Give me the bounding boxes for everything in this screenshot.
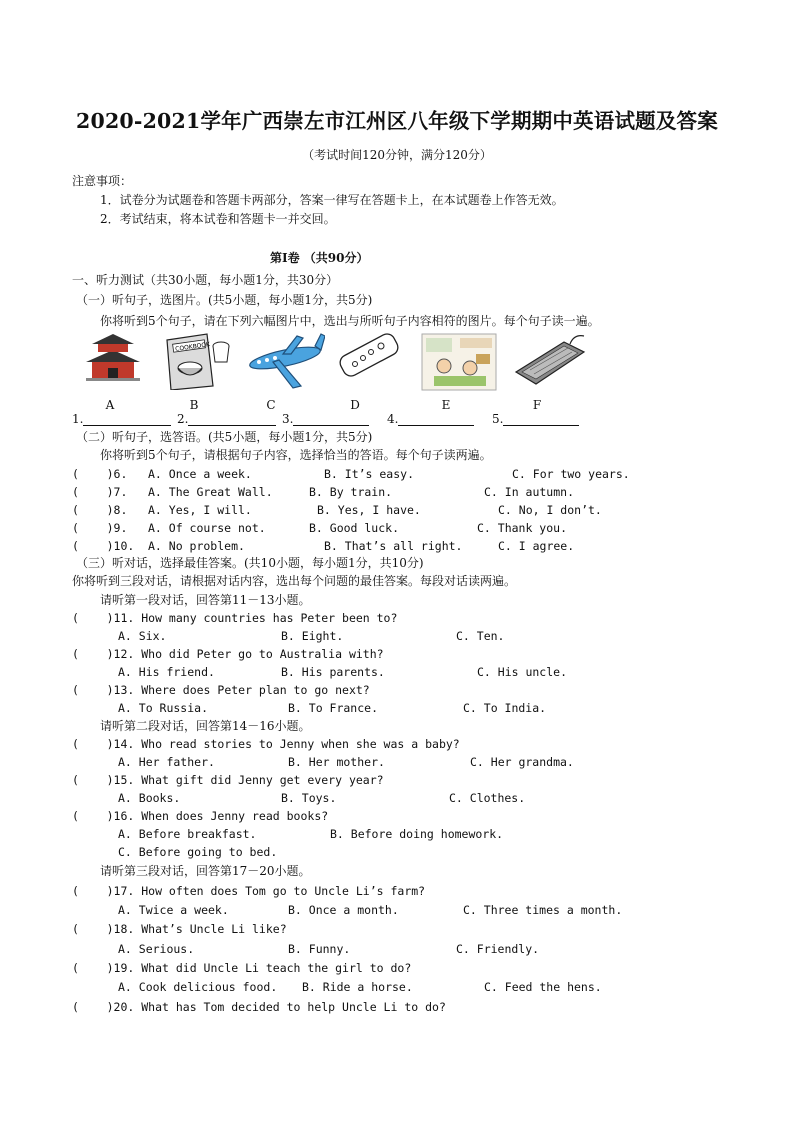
option-b: B. That’s all right. xyxy=(324,539,463,553)
option-a: A. Books. xyxy=(118,791,181,805)
option-a: A. No problem. xyxy=(148,539,245,553)
blank-number: 5. xyxy=(492,412,504,426)
part1-heading: 第Ⅰ卷 （共90分） xyxy=(270,251,369,265)
question-stem[interactable]: ( )18. What’s Uncle Li like? xyxy=(72,922,287,936)
option-a: A. Of course not. xyxy=(148,521,266,535)
option-c: C. No, I don’t. xyxy=(498,503,602,517)
note-item-1: 1．试卷分为试题卷和答题卡两部分，答案一律写在答题卡上，在本试题卷上作答无效。 xyxy=(100,193,564,207)
question-stem[interactable]: ( )20. What has Tom decided to help Uncle Li to do? xyxy=(72,1000,446,1014)
option-c: C. For two years. xyxy=(512,467,630,481)
question-stem[interactable]: ( )17. How often does Tom go to Uncle Li’s farm? xyxy=(72,884,426,898)
question-stem[interactable]: ( )12. Who did Peter go to Australia with? xyxy=(72,647,384,661)
option-c: C. I agree. xyxy=(498,539,575,553)
question-stem[interactable]: ( )15. What gift did Jenny get every year? xyxy=(72,773,384,787)
question-number[interactable]: ( )10. xyxy=(72,539,135,553)
question-number[interactable]: ( )9. xyxy=(72,521,128,535)
option-b: B. Once a month. xyxy=(288,903,399,917)
answer-blank-4[interactable] xyxy=(387,412,474,426)
section1-heading: 一、听力测试（共30小题，每小题1分，共30分） xyxy=(72,273,339,287)
option-a: A. Twice a week. xyxy=(118,903,229,917)
option-a: A. To Russia. xyxy=(118,701,209,715)
answer-blank-1[interactable] xyxy=(72,412,171,426)
option-a: A. His friend. xyxy=(118,665,215,679)
option-b: B. His parents. xyxy=(281,665,385,679)
option-a: A. Yes, I will. xyxy=(148,503,252,517)
blank-number: 3. xyxy=(282,412,294,426)
question-stem[interactable]: ( )14. Who read stories to Jenny when she was a baby? xyxy=(72,737,460,751)
picture-label-f: F xyxy=(532,398,542,412)
remote-control-icon xyxy=(333,332,403,392)
option-c: C. Thank you. xyxy=(477,521,568,535)
picture-label-b: B xyxy=(189,398,199,412)
notes-heading: 注意事项： xyxy=(72,174,133,188)
option-a: A. Six. xyxy=(118,629,167,643)
page-title: 2020-2021学年广西崇左市江州区八年级下学期期中英语试题及答案 xyxy=(76,109,718,133)
option-b: B. Funny. xyxy=(288,942,351,956)
note-item-2: 2．考试结束，将本试卷和答题卡一并交回。 xyxy=(100,212,336,226)
option-a: A. Before breakfast. xyxy=(118,827,257,841)
option-c: C. His uncle. xyxy=(477,665,568,679)
option-c: C. Ten. xyxy=(456,629,505,643)
question-number[interactable]: ( )8. xyxy=(72,503,128,517)
blank-number: 2. xyxy=(177,412,189,426)
option-c: C. Clothes. xyxy=(449,791,526,805)
option-b: B. Good luck. xyxy=(309,521,400,535)
blank-number: 1. xyxy=(72,412,84,426)
option-a: A. Cook delicious food. xyxy=(118,980,278,994)
option-b: B. Eight. xyxy=(281,629,344,643)
classroom-icon xyxy=(420,332,498,392)
option-b: B. To France. xyxy=(288,701,379,715)
option-a: A. Serious. xyxy=(118,942,195,956)
sub1-heading: （一）听句子，选图片。(共5小题，每小题1分，共5分) xyxy=(76,293,373,307)
answer-blank-2[interactable] xyxy=(177,412,276,426)
option-b: B. It’s easy. xyxy=(324,467,415,481)
option-c: C. Her grandma. xyxy=(470,755,574,769)
answer-blank-3[interactable] xyxy=(282,412,369,426)
sub2-heading: （二）听句子，选答语。(共5小题，每小题1分，共5分) xyxy=(76,430,373,444)
picture-label-d: D xyxy=(350,398,360,412)
question-stem[interactable]: ( )19. What did Uncle Li teach the girl to do? xyxy=(72,961,412,975)
picture-label-c: C xyxy=(266,398,276,412)
picture-label-e: E xyxy=(441,398,451,412)
sub3-instruction: 你将听到三段对话，请根据对话内容，选出每个问题的最佳答案。每段对话读两遍。 xyxy=(72,574,517,588)
option-c: C. To India. xyxy=(463,701,547,715)
dialog-1-intro: 请听第一段对话，回答第11－13小题。 xyxy=(100,593,311,607)
question-number[interactable]: ( )7. xyxy=(72,485,128,499)
picture-label-a: A xyxy=(105,398,115,412)
option-a: A. Her father. xyxy=(118,755,215,769)
option-c: C. Friendly. xyxy=(456,942,540,956)
option-b: B. Ride a horse. xyxy=(302,980,413,994)
keyboard-icon xyxy=(512,332,586,392)
option-b: B. By train. xyxy=(309,485,393,499)
chinese-gate-icon xyxy=(86,332,140,392)
option-a: A. Once a week. xyxy=(148,467,252,481)
dialog-2-intro: 请听第二段对话，回答第14－16小题。 xyxy=(100,719,311,733)
option-a: A. The Great Wall. xyxy=(148,485,273,499)
option-b: B. Toys. xyxy=(281,791,337,805)
dialog-3-intro: 请听第三段对话，回答第17－20小题。 xyxy=(100,864,311,878)
option-b: B. Yes, I have. xyxy=(317,503,421,517)
question-stem[interactable]: ( )16. When does Jenny read books? xyxy=(72,809,329,823)
exam-time-note: （考试时间120分钟，满分120分） xyxy=(302,148,492,162)
sub1-instruction: 你将听到5个句子，请在下列六幅图片中，选出与所听句子内容相符的图片。每个句子读一遍。 xyxy=(100,314,600,328)
svg-text:COOKBOOK: COOKBOOK xyxy=(174,341,211,353)
question-stem[interactable]: ( )11. How many countries has Peter been to? xyxy=(72,611,398,625)
option-b: B. Her mother. xyxy=(288,755,385,769)
sub2-instruction: 你将听到5个句子，请根据句子内容，选择恰当的答语。每个句子读两遍。 xyxy=(100,448,492,462)
option-c: C. Before going to bed. xyxy=(118,845,278,859)
option-c: C. In autumn. xyxy=(484,485,575,499)
cookbook-icon xyxy=(163,332,235,392)
option-c: C. Three times a month. xyxy=(463,903,623,917)
sub3-heading: （三）听对话，选择最佳答案。(共10小题，每小题1分，共10分) xyxy=(76,556,424,570)
question-number[interactable]: ( )6. xyxy=(72,467,128,481)
blank-number: 4. xyxy=(387,412,399,426)
airplane-icon xyxy=(245,332,325,392)
answer-blank-5[interactable] xyxy=(492,412,579,426)
option-c: C. Feed the hens. xyxy=(484,980,602,994)
option-b: B. Before doing homework. xyxy=(330,827,504,841)
question-stem[interactable]: ( )13. Where does Peter plan to go next? xyxy=(72,683,370,697)
